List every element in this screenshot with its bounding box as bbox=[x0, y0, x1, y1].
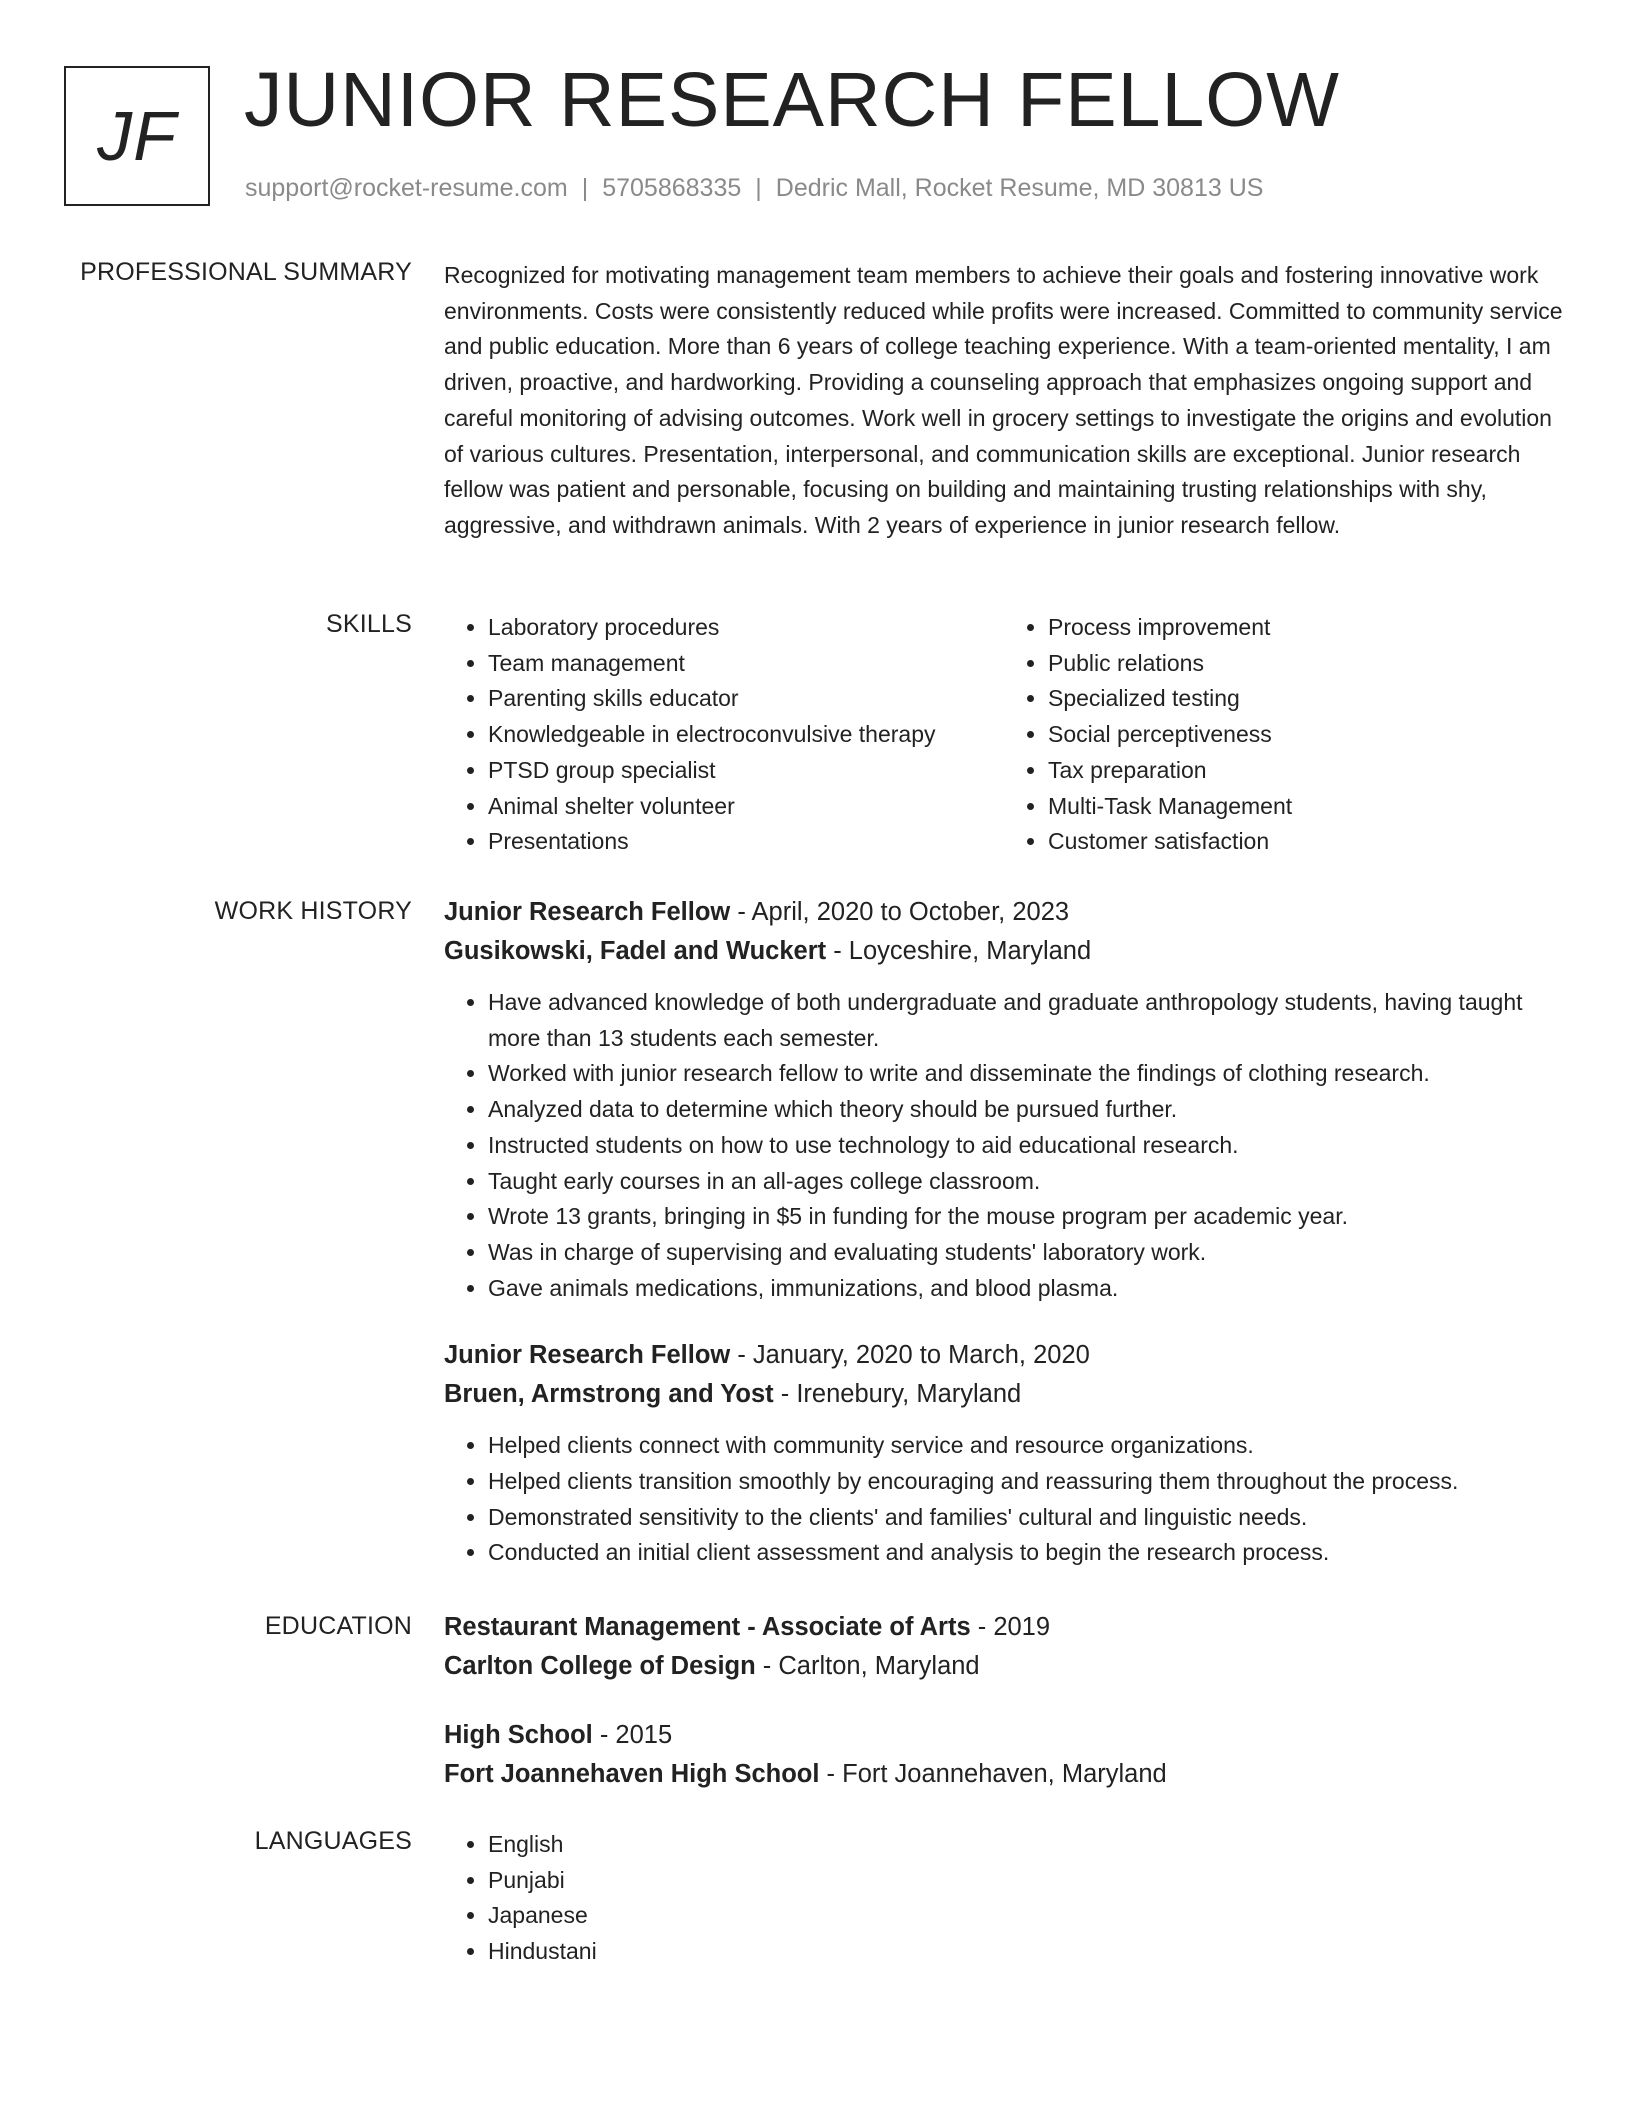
skill-item: • Process improvement bbox=[1048, 610, 1564, 646]
job-duty: • Taught early courses in an all-ages college classroom. bbox=[488, 1164, 1564, 1200]
skills-list-right bbox=[1004, 610, 1564, 860]
education-degree-line bbox=[444, 1608, 1564, 1647]
job-duty: • Analyzed data to determine which theory should be pursued further. bbox=[488, 1092, 1564, 1128]
job-duty: • Conducted an initial client assessment and analysis to begin the research process. bbox=[488, 1535, 1564, 1571]
contact-address: Dedric Mall, Rocket Resume, MD 30813 US bbox=[775, 174, 1264, 202]
education-location: - Carlton, Maryland bbox=[755, 1652, 980, 1680]
education-entry bbox=[444, 1716, 1564, 1794]
education-year: - 2015 bbox=[592, 1721, 673, 1749]
education-school-line bbox=[444, 1755, 1564, 1794]
language-item: • Hindustani bbox=[488, 1934, 1564, 1970]
job-dates: - January, 2020 to March, 2020 bbox=[730, 1341, 1090, 1370]
section-label-languages: LANGUAGES bbox=[254, 1827, 412, 1855]
contact-line bbox=[245, 174, 1263, 203]
education-degree-line bbox=[444, 1716, 1564, 1755]
job-duty: • Gave animals medications, immunizations, and blood plasma. bbox=[488, 1271, 1564, 1307]
skill-item: • Tax preparation bbox=[1048, 753, 1564, 789]
summary-section bbox=[444, 258, 1564, 544]
skill-item: • Laboratory procedures bbox=[488, 610, 1004, 646]
education-entry bbox=[444, 1608, 1564, 1686]
education-school-line bbox=[444, 1647, 1564, 1686]
job-company: Bruen, Armstrong and Yost bbox=[444, 1380, 774, 1409]
job-entry bbox=[444, 893, 1564, 1306]
job-duty: • Worked with junior research fellow to write and disseminate the findings of clothing research. bbox=[488, 1056, 1564, 1092]
skills-list-left bbox=[444, 610, 1004, 860]
section-label-education: EDUCATION bbox=[264, 1612, 412, 1640]
language-item: • English bbox=[488, 1827, 1564, 1863]
language-item: • Punjabi bbox=[488, 1863, 1564, 1899]
resume-title: JUNIOR RESEARCH FELLOW bbox=[244, 57, 1340, 143]
skill-item: • Animal shelter volunteer bbox=[488, 789, 1004, 825]
job-entry bbox=[444, 1336, 1564, 1571]
education-degree: High School bbox=[444, 1721, 593, 1749]
job-duty: • Helped clients connect with community service and resource organizations. bbox=[488, 1428, 1564, 1464]
education-section bbox=[444, 1608, 1564, 1794]
job-duty: • Instructed students on how to use technology to aid educational research. bbox=[488, 1128, 1564, 1164]
skill-item: • Presentations bbox=[488, 824, 1004, 860]
job-title: Junior Research Fellow bbox=[444, 1341, 731, 1370]
monogram-logo: JF bbox=[64, 66, 210, 206]
job-location: - Irenebury, Maryland bbox=[773, 1380, 1022, 1409]
languages-list bbox=[444, 1827, 1564, 1970]
job-title-line bbox=[444, 1336, 1564, 1375]
job-duty: • Have advanced knowledge of both undergraduate and graduate anthropology students, having taught more than 13 students each semester. bbox=[488, 985, 1564, 1056]
skills-section bbox=[444, 610, 1564, 860]
contact-separator: | bbox=[755, 174, 762, 202]
summary-text: Recognized for motivating management team members to achieve their goals and fostering innovative work environments. Costs were consistently reduced while profits were increased. Committed to community service and public education. More than 6 years of college teaching experience. With a team-oriented mentality, I am driven, proactive, and hardworking. Providing a counseling approach that emphasizes ongoing support and careful monitoring of advising outcomes. Work well in grocery settings to investigate the origins and evolution of various cultures. Presentation, interpersonal, and communication skills are exceptional. Junior research fellow was patient and personable, focusing on building and maintaining trusting relationships with shy, aggressive, and withdrawn animals. With 2 years of experience in junior research fellow. bbox=[444, 262, 1563, 538]
skill-item: • Customer satisfaction bbox=[1048, 824, 1564, 860]
education-location: - Fort Joannehaven, Maryland bbox=[819, 1760, 1167, 1788]
education-school: Carlton College of Design bbox=[444, 1652, 756, 1680]
work-history-section bbox=[444, 893, 1564, 1571]
skill-item: • Public relations bbox=[1048, 646, 1564, 682]
contact-phone[interactable]: 5705868335 bbox=[602, 174, 742, 202]
job-duty: • Helped clients transition smoothly by encouraging and reassuring them throughout the process. bbox=[488, 1464, 1564, 1500]
job-duty: • Was in charge of supervising and evaluating students' laboratory work. bbox=[488, 1235, 1564, 1271]
job-company: Gusikowski, Fadel and Wuckert bbox=[444, 937, 827, 965]
job-title: Junior Research Fellow bbox=[444, 898, 731, 926]
language-item: • Japanese bbox=[488, 1898, 1564, 1934]
job-title-line bbox=[444, 893, 1564, 932]
job-duty: • Wrote 13 grants, bringing in $5 in funding for the mouse program per academic year. bbox=[488, 1199, 1564, 1235]
contact-separator: | bbox=[581, 174, 589, 202]
languages-section bbox=[444, 1827, 1564, 1970]
job-location: - Loyceshire, Maryland bbox=[826, 937, 1092, 965]
skill-item: • Knowledgeable in electroconvulsive therapy bbox=[488, 717, 1004, 753]
job-duties-list bbox=[444, 1428, 1564, 1571]
job-duty: • Demonstrated sensitivity to the clients' and families' cultural and linguistic needs. bbox=[488, 1500, 1564, 1536]
skill-item: • PTSD group specialist bbox=[488, 753, 1004, 789]
education-school: Fort Joannehaven High School bbox=[444, 1760, 820, 1788]
contact-email[interactable]: support@rocket-resume.com bbox=[245, 174, 568, 202]
job-duties-list bbox=[444, 985, 1564, 1306]
skill-item: • Specialized testing bbox=[1048, 681, 1564, 717]
section-label-skills: SKILLS bbox=[326, 610, 412, 638]
job-company-line bbox=[444, 1375, 1564, 1414]
job-dates: - April, 2020 to October, 2023 bbox=[730, 898, 1070, 926]
skill-item: • Team management bbox=[488, 646, 1004, 682]
skill-item: • Social perceptiveness bbox=[1048, 717, 1564, 753]
education-degree: Restaurant Management - Associate of Arts bbox=[444, 1613, 971, 1641]
skill-item: • Parenting skills educator bbox=[488, 681, 1004, 717]
education-year: - 2019 bbox=[970, 1613, 1051, 1641]
section-label-work-history: WORK HISTORY bbox=[214, 897, 412, 925]
skills-grid bbox=[444, 610, 1564, 860]
skill-item: • Multi-Task Management bbox=[1048, 789, 1564, 825]
section-label-summary: PROFESSIONAL SUMMARY bbox=[80, 258, 412, 286]
job-company-line bbox=[444, 932, 1564, 971]
